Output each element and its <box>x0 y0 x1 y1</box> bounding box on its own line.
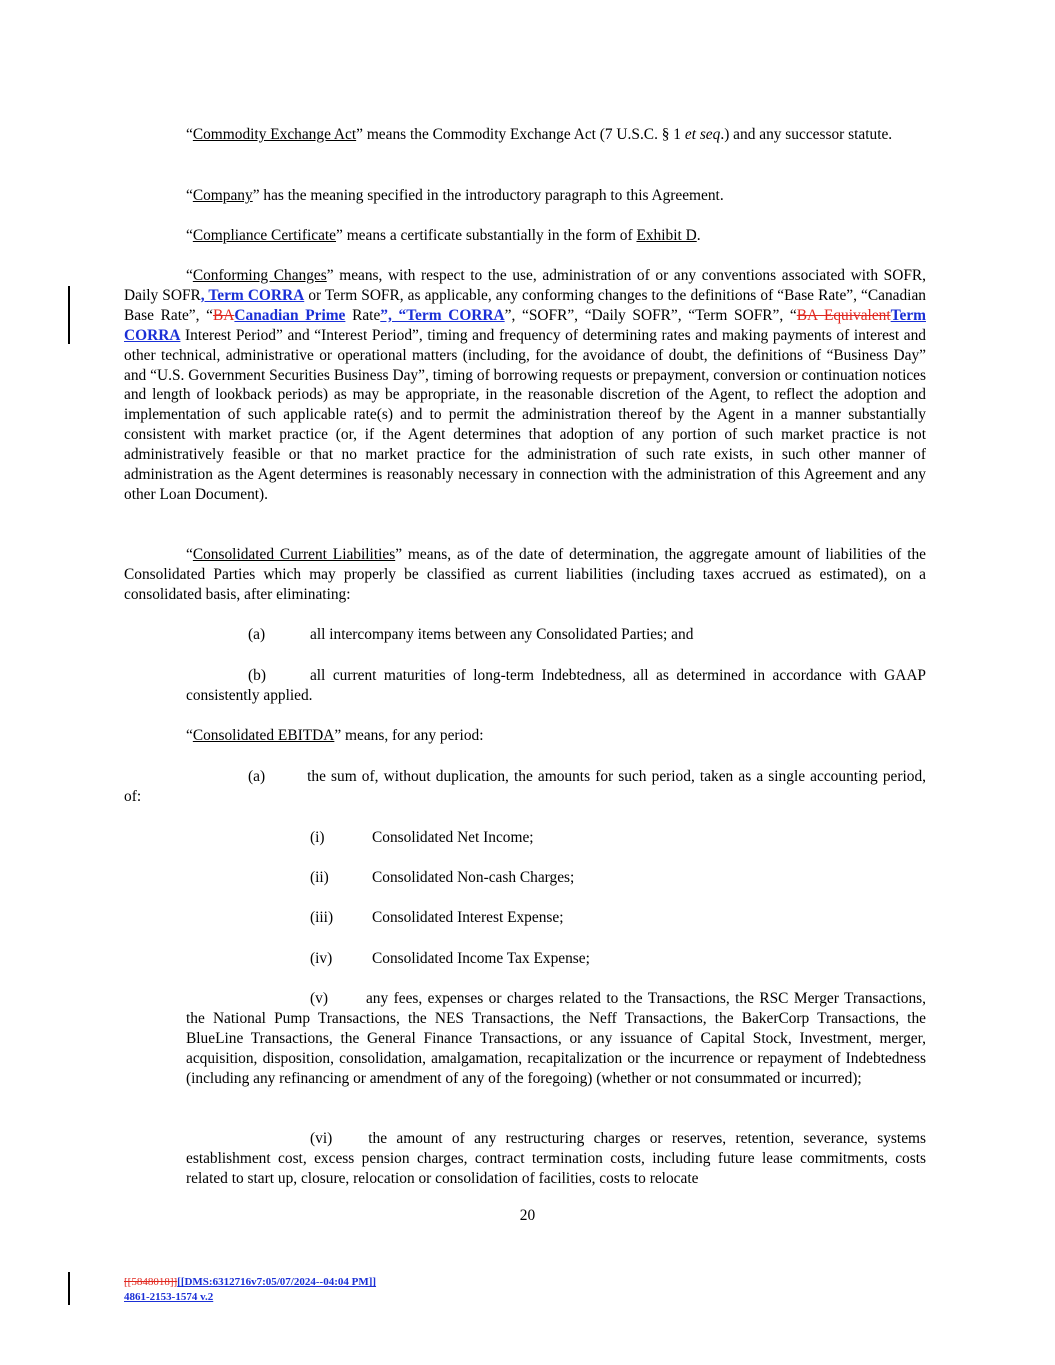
exhibit-reference: Exhibit D <box>636 227 697 244</box>
ebitda-item-vi: (vi) the amount of any restructuring charges or reserves, retention, severance, systems establishment cost, excess pension charges, contract termination costs, including future lease commitments, costs related to start up, closure, relocation or consolidation of facilities, costs to relocate <box>186 1130 926 1187</box>
change-bar <box>68 286 70 344</box>
definition-company: “Company” has the meaning specified in the introductory paragraph to this Agreement. <box>186 187 724 204</box>
footer-doc-reference <box>124 1275 376 1289</box>
defined-term: Compliance Certificate <box>192 227 337 244</box>
ebitda-item-v: (v) any fees, expenses or charges related to the Transactions, the RSC Merger Transactions, the National Pump Transactions, the NES Transactions, the Neff Transactions, the BakerCorp Transactions, the BlueLine Transactions, the General Finance Transactions, or any issuance of Capital Stock, Investment, merger, acquisition, disposition, consolidation, amalgamation, recapitalization or the incurrence or repayment of Indebtedness (including any refinancing or amendment of any of the foregoing) (whether or not consummated or incurred); <box>186 990 926 1087</box>
defined-term: Consolidated Current Liabilities <box>192 546 396 563</box>
definition-conforming-changes: “Conforming Changes” means, with respect to the use, administration of or any conventions associated with SOFR, Daily SOFR, Term CORRA or Term SOFR, as applicable, any conforming changes to the definitions of “Base Rate”, “Canadian Base Rate”, “BACanadian Prime Rate”, “Term CORRA”, “SOFR”, “Daily SOFR”, “Term SOFR”, “BA EquivalentTerm CORRA Interest Period” and “Interest Period”, timing and frequency of determining rates and making payments of interest and other technical, administrative or operational matters (including, for the avoidance of doubt, the definitions of “Business Day” and “U.S. Government Securities Business Day”, timing of borrowing requests or prepayment, conversion or continuation notices and length of lookback periods) as may be appropriate, in the reasonable discretion of the Agent, to reflect the adoption and implementation of such applicable rate(s) and to permit the administration thereof by the Agent in a manner substantially consistent with market practice (or, if the Agent determines that adoption of any portion of such market practice is not administratively feasible or that no market practice for the administration of such rate exists, in such other manner of administration as the Agent determines is reasonably necessary in connection with the administration of this Agreement and any other Loan Document). <box>124 267 927 503</box>
inserted-doc-ref: [[DMS:6312716v7:05/07/2024--04:04 PM]] <box>177 1276 377 1288</box>
inserted-text: Term CORRA <box>124 306 926 344</box>
definition-compliance-certificate: “Compliance Certificate” means a certificate substantially in the form of Exhibit D. <box>186 227 701 244</box>
deleted-doc-ref: [[5848018]] <box>124 1276 178 1288</box>
defined-term: Conforming Changes <box>192 267 327 284</box>
defined-term: Consolidated EBITDA <box>192 727 335 744</box>
definition-consolidated-current-liabilities: “Consolidated Current Liabilities” means, as of the date of determination, the aggregate amount of liabilities of the Consolidated Parties which may properly be classified as current liabilities (including taxes accrued as estimated), on a consolidated basis, after eliminating: <box>124 546 926 603</box>
ebitda-clause-a: (a) the sum of, without duplication, the amounts for such period, taken as a single accounting period, of: <box>124 768 926 805</box>
defined-term: Company <box>192 187 253 204</box>
inserted-text: , Term CORRA <box>200 286 305 304</box>
footer-change-bar <box>68 1272 70 1305</box>
inserted-text: Canadian Prime <box>234 306 346 324</box>
deleted-text: BA Equivalent <box>796 306 891 324</box>
document-page: “Commodity Exchange Act” means the Commodity Exchange Act (7 U.S.C. § 1 et seq.) and any successor statute. “Company” has the meaning specified in the introductory paragraph to this Agreement. “Compliance Certificate” means a certificate substantially in the form of Exhibit D. “Conforming Changes” means, with respect to the use, administration of or any conventions associated with SOFR, Daily SOFR, Term CORRA or Term SOFR, as applicable, any conforming changes to the definitions of “Base Rate”, “Canadian Base Rate”, “BACanadian Prime Rate”, “Term CORRA”, “SOFR”, “Daily SOFR”, “Term SOFR”, “BA EquivalentTerm CORRA Interest Period” and “Interest Period”, timing and frequency of determining rates and making payments of interest and other technical, administrative or operational matters (including, for the avoidance of doubt, the definitions of “Business Day” and “U.S. Government Securities Business Day”, timing of borrowing requests or prepayment, conversion or continuation notices and length of lookback periods) as may be appropriate, in the reasonable discretion of the Agent, to reflect the adoption and implementation of such applicable rate(s) and to permit the administration thereof by the Agent in a manner substantially consistent with market practice (or, if the Agent determines that adoption of any portion of such market practice is not administratively feasible or that no market practice for the administration of such rate exists, in such other manner of administration as the Agent determines is reasonably necessary in connection with the administration of this Agreement and any other Loan Document). “Consolidated Current Liabilities” means, as of the date of determination, the aggregate amount of liabilities of the Consolidated Parties which may properly be classified as current liabilities (including taxes accrued as estimated), on a consolidated basis, after eliminating: (a) all intercompany items between any Consolidated Parties; and (b) all current maturities of long-term Indebtedness, all as determined in accordance with GAAP consistently applied. “Consolidated EBITDA” means, for any period: (a) the sum of, without duplication, the amounts for such period, taken as a single accounting period, of: (i) Consolidated Net Income; (ii) Consolidated Non-cash Charges; (iii) Consolidated Interest Expense; (iv) Consolidated Income Tax Expense; (v) any fees, expenses or charges related to the Transactions, the RSC Merger Transactions, the National Pump Transactions, the NES Transactions, the Neff Transactions, the BakerCorp Transactions, the BlueLine Transactions, the General Finance Transactions, or any issuance of Capital Stock, Investment, merger, acquisition, disposition, consolidation, amalgamation, recapitalization or the incurrence or repayment of Indebtedness (including any refinancing or amendment of any of the foregoing) (whether or not consummated or incurred); (vi) the amount of any restructuring charges or reserves, retention, severance, systems establishment cost, excess pension charges, contract termination costs, including future lease commitments, costs related to start up, closure, relocation or consolidation of facilities, costs to relocate 20 [[5848018]][[DMS:6312716v7:05/07/2024--04:04 PM]] 4861-2153-1574 v.2 <box>0 0 1055 1365</box>
page-number: 20 <box>519 1207 536 1224</box>
footer-doc-id: 4861-2153-1574 v.2 <box>124 1291 214 1303</box>
definition-consolidated-ebitda: “Consolidated EBITDA” means, for any period: <box>186 727 484 744</box>
deleted-text: BA <box>213 306 235 324</box>
ccl-clause-b: (b) all current maturities of long-term Indebtedness, all as determined in accordance with GAAP consistently applied. <box>186 667 926 704</box>
defined-term: Commodity Exchange Act <box>192 126 357 143</box>
definition-commodity-exchange-act: “Commodity Exchange Act” means the Commodity Exchange Act (7 U.S.C. § 1 et seq.) and any successor statute. <box>186 126 893 143</box>
inserted-text: ”, “Term CORRA <box>380 306 505 324</box>
